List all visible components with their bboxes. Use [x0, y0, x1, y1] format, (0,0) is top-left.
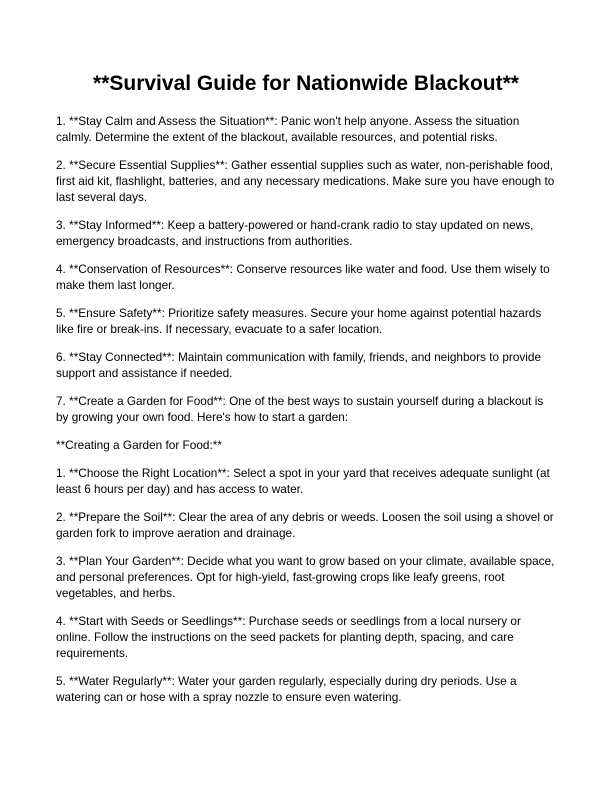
document-title: **Survival Guide for Nationwide Blackout**: [93, 72, 519, 95]
main-step-paragraph-5: 5. **Ensure Safety**: Prioritize safety measures. Secure your home against potential hazards like fire or break-ins. If necessary, evacuate to a safer location.: [56, 306, 542, 336]
main-step-paragraph-2: 2. **Secure Essential Supplies**: Gather essential supplies such as water, non-perishable food, first aid kit, flashlight, batteries, and any necessary medications. Make sure you have enough to last several days.: [56, 158, 555, 204]
main-step-paragraph-6: 6. **Stay Connected**: Maintain communication with family, friends, and neighbors to provide support and assistance if needed.: [56, 350, 542, 380]
garden-section-heading: **Creating a Garden for Food:**: [56, 438, 222, 452]
garden-step-paragraph-2: 2. **Prepare the Soil**: Clear the area of any debris or weeds. Loosen the soil using a shovel or garden fork to improve aeration and drainage.: [56, 510, 554, 540]
main-step-paragraph-7: 7. **Create a Garden for Food**: One of the best ways to sustain yourself during a blackout is by growing your own food. Here's how to start a garden:: [56, 394, 544, 424]
main-step-paragraph-1: 1. **Stay Calm and Assess the Situation**: Panic won't help anyone. Assess the situation calmly. Determine the extent of the blackout, available resources, and potential risks.: [56, 114, 520, 144]
garden-step-paragraph-3: 3. **Plan Your Garden**: Decide what you want to grow based on your climate, available space, and personal preferences. Opt for high-yield, fast-growing crops like leafy greens, root vegetables, and herbs.: [56, 554, 555, 600]
garden-step-paragraph-4: 4. **Start with Seeds or Seedlings**: Purchase seeds or seedlings from a local nursery or online. Follow the instructions on the seed packets for planting depth, spacing, and care requirements.: [56, 614, 521, 660]
main-step-paragraph-4: 4. **Conservation of Resources**: Conserve resources like water and food. Use them wisely to make them last longer.: [56, 262, 550, 292]
garden-step-paragraph-1: 1. **Choose the Right Location**: Select a spot in your yard that receives adequate sunlight (at least 6 hours per day) and has access to water.: [56, 466, 550, 496]
garden-step-paragraph-5: 5. **Water Regularly**: Water your garden regularly, especially during dry periods. Use a watering can or hose with a spray nozzle to ensure even watering.: [56, 674, 517, 704]
main-step-paragraph-3: 3. **Stay Informed**: Keep a battery-powered or hand-crank radio to stay updated on news, emergency broadcasts, and instructions from authorities.: [56, 218, 534, 248]
